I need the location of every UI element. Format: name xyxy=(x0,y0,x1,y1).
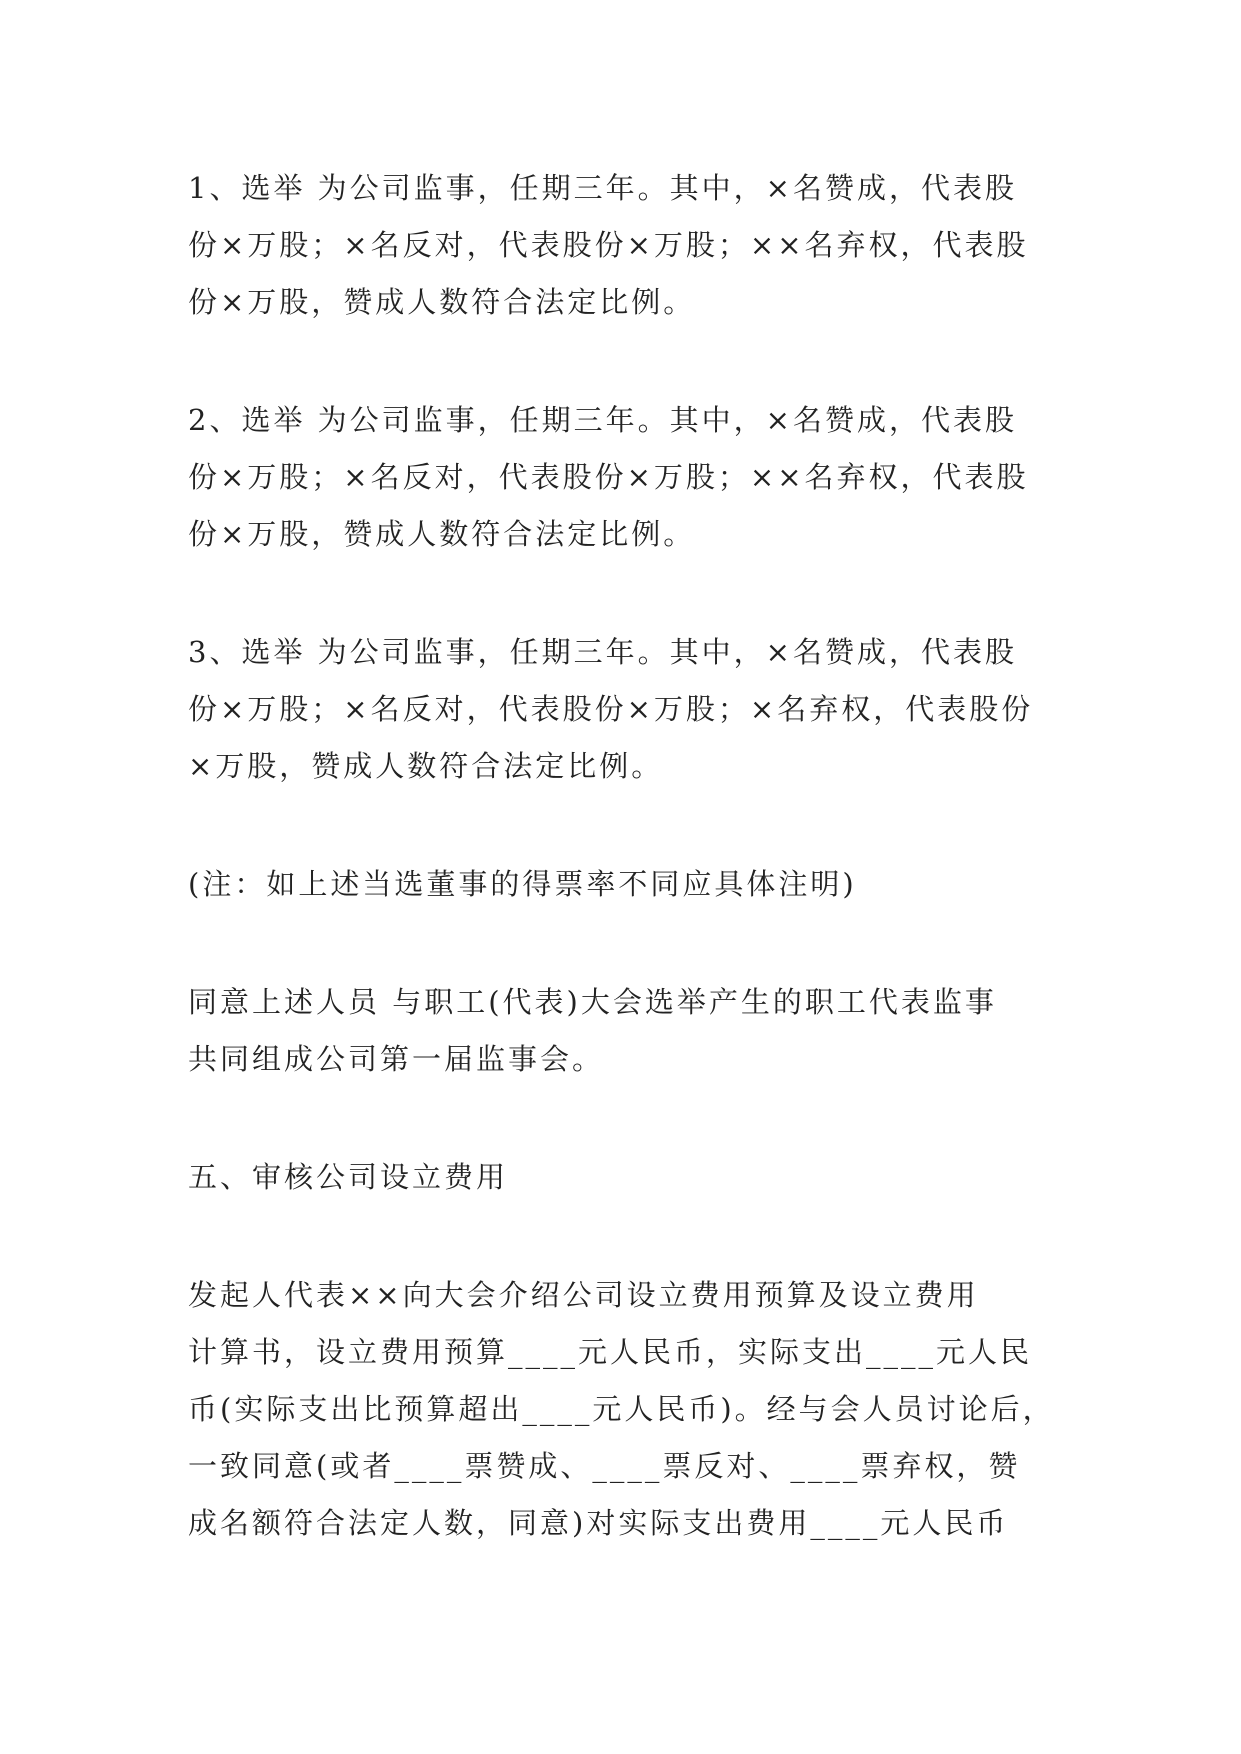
text-line: 同意上述人员 与职工(代表)大会选举产生的职工代表监事 xyxy=(188,985,997,1019)
text-line: 共同组成公司第一届监事会。 xyxy=(188,1042,605,1076)
text-line: 份×万股，赞成人数符合法定比例。 xyxy=(188,285,696,319)
text-line: 2、选举 为公司监事，任期三年。其中，×名赞成，代表股 xyxy=(188,403,1017,437)
paragraph-agreement xyxy=(188,974,1056,1088)
paragraph-election-1 xyxy=(188,160,1056,331)
text-line: 份×万股；×名反对，代表股份×万股；××名弃权，代表股 xyxy=(188,228,1029,262)
text-line: (注：如上述当选董事的得票率不同应具体注明) xyxy=(188,867,857,901)
text-line: 1、选举 为公司监事，任期三年。其中，×名赞成，代表股 xyxy=(188,171,1017,205)
text-line: 一致同意(或者____票赞成、____票反对、____票弃权，赞 xyxy=(188,1449,1021,1483)
text-line: 发起人代表××向大会介绍公司设立费用预算及设立费用 xyxy=(188,1278,979,1312)
text-line: 3、选举 为公司监事，任期三年。其中，×名赞成，代表股 xyxy=(188,635,1017,669)
text-line: 币(实际支出比预算超出____元人民币)。经与会人员讨论后， xyxy=(188,1392,1055,1426)
paragraph-election-2 xyxy=(188,392,1056,563)
paragraph-election-3 xyxy=(188,624,1056,795)
text-line: 份×万股；×名反对，代表股份×万股；××名弃权，代表股 xyxy=(188,460,1029,494)
text-line: 份×万股；×名反对，代表股份×万股；×名弃权，代表股份 xyxy=(188,692,1034,726)
section-heading xyxy=(188,1149,1056,1206)
text-line: 计算书，设立费用预算____元人民币，实际支出____元人民 xyxy=(188,1335,1033,1369)
paragraph-note xyxy=(188,856,1056,913)
document-page xyxy=(188,160,1056,1552)
paragraph-expenses xyxy=(188,1267,1056,1552)
text-line: 份×万股，赞成人数符合法定比例。 xyxy=(188,517,696,551)
text-line: 成名额符合法定人数，同意)对实际支出费用____元人民币 xyxy=(188,1506,1009,1540)
heading-line: 五、审核公司设立费用 xyxy=(188,1160,509,1194)
text-line: ×万股，赞成人数符合法定比例。 xyxy=(188,749,664,783)
